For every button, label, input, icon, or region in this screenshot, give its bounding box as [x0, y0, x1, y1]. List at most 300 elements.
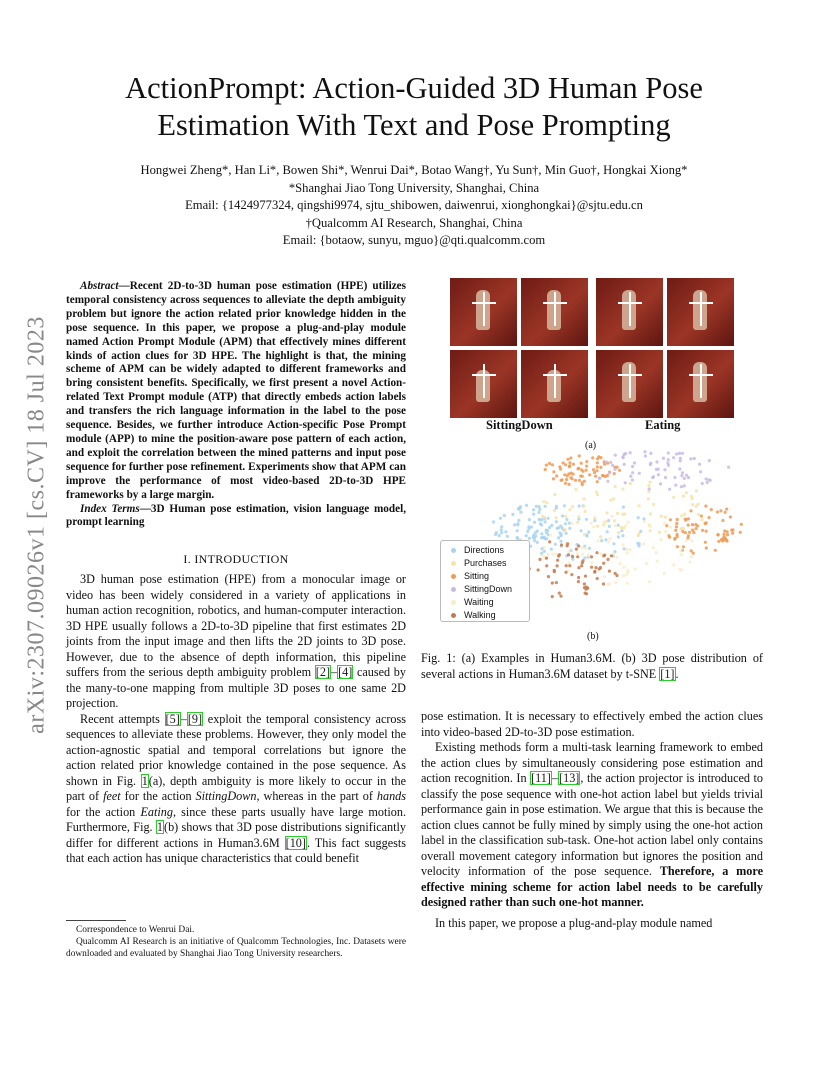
tsne-point [556, 564, 559, 567]
tsne-point [622, 574, 625, 577]
tsne-point [532, 508, 535, 511]
tsne-point [614, 454, 617, 457]
tsne-point [499, 517, 502, 520]
tsne-point [673, 538, 676, 541]
tsne-point [672, 496, 675, 499]
tsne-point [590, 555, 593, 558]
tsne-point [705, 530, 708, 533]
tsne-point [574, 488, 577, 491]
tsne-point [566, 542, 569, 545]
tsne-point [625, 551, 628, 554]
tsne-point [725, 539, 728, 542]
tsne-point [606, 474, 609, 477]
tsne-point [564, 571, 567, 574]
tsne-point [544, 468, 547, 471]
tsne-point [560, 543, 563, 546]
tsne-point [517, 519, 520, 522]
tsne-point [585, 592, 588, 595]
tsne-point [577, 467, 580, 470]
tsne-point [537, 568, 540, 571]
tsne-point [731, 532, 734, 535]
legend-item: Waiting [451, 597, 494, 607]
tsne-point [543, 550, 546, 553]
tsne-point [551, 595, 554, 598]
tsne-point [617, 524, 620, 527]
tsne-point [547, 553, 550, 556]
tsne-point [600, 552, 603, 555]
tsne-point [675, 452, 678, 455]
tsne-point [614, 572, 617, 575]
photo-sittingdown-1 [450, 278, 517, 346]
tsne-point [663, 572, 666, 575]
tsne-point [611, 464, 614, 467]
tsne-point [552, 470, 555, 473]
tsne-point [622, 543, 625, 546]
legend-item: Directions [451, 545, 504, 555]
tsne-point [696, 524, 699, 527]
tsne-point [716, 510, 719, 513]
tsne-point [567, 553, 570, 556]
tsne-point [556, 559, 559, 562]
tsne-point [596, 461, 599, 464]
tsne-point [517, 507, 520, 510]
tsne-point [624, 524, 627, 527]
tsne-point [608, 537, 611, 540]
tsne-point [540, 532, 543, 535]
tsne-point [600, 539, 603, 542]
tsne-point [618, 562, 621, 565]
tsne-point [622, 506, 625, 509]
tsne-point [617, 531, 620, 534]
tsne-point [649, 462, 652, 465]
tsne-point [541, 515, 544, 518]
tsne-point [664, 530, 667, 533]
tsne-point [643, 520, 646, 523]
tsne-point [544, 520, 547, 523]
tsne-point [585, 460, 588, 463]
tsne-point [584, 547, 587, 550]
tsne-point [583, 582, 586, 585]
tsne-point [701, 482, 704, 485]
tsne-point [672, 563, 675, 566]
tsne-point [682, 494, 685, 497]
tsne-point [676, 545, 679, 548]
tsne-point [545, 501, 548, 504]
tsne-point [687, 524, 690, 527]
tsne-point [708, 459, 711, 462]
tsne-point [648, 487, 651, 490]
tsne-point [659, 482, 662, 485]
tsne-point [576, 552, 579, 555]
intro-paragraph-2: Recent attempts [5]–[9] exploit the temporal consistency across sequences to alleviate these problems. However, they only model the action-agnostic spatial and temporal correlations but ignore the action related prior knowledge contained in the pose sequence. As shown in Fig. 1(a), depth ambiguity is more likely to occur in the part of feet for the action SittingDown, whereas in the part of hands for the action Eating, since these parts usually have large motion. Furthermore, Fig. 1(b) shows that 3D pose distributions significantly differ for different actions in Human3.6M [10]. This fact suggests that each action has unique characteristics that could benefit [66, 711, 406, 865]
tsne-point [656, 560, 659, 563]
figure-caption: Fig. 1: (a) Examples in Human3.6M. (b) 3D pose distribution of several actions in Human3.6M dataset by t-SNE [1]. [421, 651, 763, 681]
tsne-point [602, 523, 605, 526]
tsne-point [690, 539, 693, 542]
tsne-point [633, 461, 636, 464]
tsne-point [674, 529, 677, 532]
tsne-point [568, 461, 571, 464]
tsne-point [572, 463, 575, 466]
abstract-label: Abstract [80, 280, 119, 292]
tsne-point [642, 542, 645, 545]
tsne-point [613, 519, 616, 522]
tsne-point [567, 561, 570, 564]
tsne-point [628, 548, 631, 551]
photo-sittingdown-3 [450, 350, 517, 418]
tsne-point [545, 537, 548, 540]
tsne-point [685, 491, 688, 494]
tsne-point [532, 534, 535, 537]
tsne-point [551, 581, 554, 584]
tsne-point [602, 562, 605, 565]
tsne-point [625, 548, 628, 551]
citation-link[interactable]: [5] [165, 711, 180, 726]
tsne-point [595, 551, 598, 554]
tsne-point [577, 515, 580, 518]
tsne-point [596, 493, 599, 496]
tsne-point [596, 525, 599, 528]
tsne-point [658, 531, 661, 534]
tsne-point [625, 573, 628, 576]
tsne-point [605, 511, 608, 514]
tsne-point [581, 553, 584, 556]
tsne-point [614, 581, 617, 584]
tsne-point [584, 510, 587, 513]
tsne-point [562, 461, 565, 464]
tsne-point [566, 458, 569, 461]
tsne-point [565, 518, 568, 521]
tsne-point [678, 467, 681, 470]
tsne-point [629, 482, 632, 485]
tsne-point [724, 511, 727, 514]
author-block [60, 162, 768, 250]
tsne-point [513, 523, 516, 526]
tsne-point [594, 475, 597, 478]
tsne-point [690, 555, 693, 558]
footnote-correspondence: Correspondence to Wenrui Dai. [76, 925, 195, 935]
tsne-point [607, 540, 610, 543]
tsne-point [672, 456, 675, 459]
tsne-point [673, 476, 676, 479]
citation-link[interactable]: [2] [315, 665, 331, 679]
tsne-point [535, 505, 538, 508]
tsne-point [554, 553, 557, 556]
tsne-point [581, 559, 584, 562]
tsne-point [566, 474, 569, 477]
tsne-point [550, 524, 553, 527]
tsne-point [651, 476, 654, 479]
tsne-point [608, 525, 611, 528]
tsne-point [537, 511, 540, 514]
tsne-point [559, 595, 562, 598]
tsne-point [578, 479, 581, 482]
tsne-point [611, 515, 614, 518]
tsne-point [655, 468, 658, 471]
tsne-point [599, 535, 602, 538]
tsne-point [593, 571, 596, 574]
tsne-point [583, 480, 586, 483]
tsne-point [629, 475, 632, 478]
photo-eating-2 [667, 278, 734, 346]
tsne-point [663, 468, 666, 471]
tsne-point [567, 483, 570, 486]
right-paragraph-2: Existing methods form a multi-task learning framework to embed the action clues by simultaneously considering pose estimation and action recognition. In [11]–[13], the action projector is introduced to classify the pose sequence with one-hot action label but yields trivial performance gain in pose estimation. We argue that this is because the action clues cannot be fully mined by simply using the one-hot action label in the classification sub-task. One-hot action label only contains overall movement category information but ignores the position and velocity information of the pose sequence. Therefore, a more effective mining scheme for action label needs to be carefully designed rather than such one-hot manner. [421, 740, 763, 909]
tsne-point [725, 508, 728, 511]
tsne-point [681, 471, 684, 474]
tsne-point [710, 508, 713, 511]
tsne-point [688, 531, 691, 534]
tsne-point [540, 547, 543, 550]
tsne-point [626, 582, 629, 585]
tsne-point [634, 567, 637, 570]
tsne-point [680, 569, 683, 572]
tsne-point [664, 476, 667, 479]
tsne-point [585, 469, 588, 472]
tsne-point [620, 526, 623, 529]
tsne-point [659, 538, 662, 541]
tsne-point [511, 513, 514, 516]
tsne-point [568, 564, 571, 567]
tsne-point [500, 528, 503, 531]
tsne-point [571, 505, 574, 508]
tsne-point [583, 533, 586, 536]
tsne-point [565, 532, 568, 535]
legend-item: SittingDown [451, 584, 512, 594]
index-terms-body: —3D Human pose estimation, vision language model, prompt learning [66, 502, 406, 529]
tsne-point [551, 463, 554, 466]
tsne-point [519, 511, 522, 514]
tsne-point [649, 452, 652, 455]
tsne-point [612, 497, 615, 500]
tsne-point [569, 456, 572, 459]
legend-item: Purchases [451, 558, 507, 568]
tsne-point [680, 553, 683, 556]
tsne-point [664, 516, 667, 519]
tsne-point [548, 540, 551, 543]
tsne-point [699, 470, 702, 473]
tsne-point [686, 536, 689, 539]
tsne-point [687, 476, 690, 479]
tsne-point [576, 555, 579, 558]
tsne-point [668, 488, 671, 491]
tsne-point [580, 564, 583, 567]
tsne-point [695, 527, 698, 530]
tsne-point [538, 558, 541, 561]
tsne-point [674, 484, 677, 487]
tsne-point [693, 457, 696, 460]
photo-eating-3 [596, 350, 663, 418]
tsne-point [582, 505, 585, 508]
paper-title [60, 70, 768, 144]
tsne-point [638, 504, 641, 507]
tsne-point [525, 504, 528, 507]
tsne-point [525, 534, 528, 537]
tsne-point [669, 518, 672, 521]
tsne-point [553, 509, 556, 512]
tsne-point [615, 556, 618, 559]
tsne-point [587, 554, 590, 557]
arxiv-id: arXiv:2307.09026v1 [cs.CV] 18 Jul 2023 [23, 316, 50, 734]
tsne-point [617, 535, 620, 538]
footnote [66, 920, 406, 960]
citation-link[interactable]: [11] [531, 771, 551, 785]
tsne-point [680, 474, 683, 477]
tsne-point [695, 489, 698, 492]
tsne-point [679, 549, 682, 552]
tsne-point [652, 503, 655, 506]
tsne-point [583, 557, 586, 560]
tsne-point [680, 485, 683, 488]
tsne-point [565, 564, 568, 567]
tsne-point [643, 450, 646, 453]
tsne-point [592, 525, 595, 528]
affiliation-sjtu: *Shanghai Jiao Tong University, Shanghai, China [288, 180, 540, 195]
citation-link[interactable]: [9] [187, 711, 203, 726]
tsne-point [621, 513, 624, 516]
tsne-point [655, 460, 658, 463]
tsne-point [546, 529, 549, 532]
tsne-point [539, 522, 542, 525]
tsne-point [602, 582, 605, 585]
tsne-point [557, 536, 560, 539]
tsne-point [660, 515, 663, 518]
tsne-point [585, 586, 588, 589]
tsne-point [568, 464, 571, 467]
tsne-point [558, 592, 561, 595]
tsne-point [714, 549, 717, 552]
tsne-point [588, 547, 591, 550]
tsne-point [687, 517, 690, 520]
tsne-point [698, 463, 701, 466]
tsne-point [688, 561, 691, 564]
right-paragraph-3: In this paper, we propose a plug-and-play module named [435, 915, 713, 930]
citation-link[interactable]: [1] [660, 666, 675, 681]
footnote-qualcomm: Qualcomm AI Research is an initiative of Qualcomm Technologies, Inc. Datasets were downloaded and evaluated by Shanghai Jiao Tong University researchers. [66, 937, 406, 959]
tsne-point [594, 566, 597, 569]
affiliation-qualcomm: †Qualcomm AI Research, Shanghai, China [305, 215, 523, 230]
tsne-point [553, 493, 556, 496]
tsne-point [606, 530, 609, 533]
tsne-point [689, 509, 692, 512]
tsne-point [678, 452, 681, 455]
tsne-point [623, 463, 626, 466]
tsne-point [532, 513, 535, 516]
tsne-point [565, 478, 568, 481]
tsne-point [591, 456, 594, 459]
tsne-point [603, 575, 606, 578]
tsne-point [697, 503, 700, 506]
tsne-point [560, 533, 563, 536]
tsne-point [545, 564, 548, 567]
tsne-point [564, 482, 567, 485]
tsne-point [667, 464, 670, 467]
tsne-point [704, 504, 707, 507]
title-line-2: Estimation With Text and Pose Prompting [157, 108, 671, 142]
tsne-point [700, 514, 703, 517]
tsne-point [553, 569, 556, 572]
tsne-point [557, 554, 560, 557]
subfigure-b-label: (b) [587, 631, 599, 642]
tsne-point [549, 534, 552, 537]
tsne-point [682, 545, 685, 548]
tsne-point [599, 466, 602, 469]
tsne-point [684, 531, 687, 534]
figure-link[interactable]: 1 [141, 773, 148, 788]
tsne-point [533, 521, 536, 524]
photo-eating-4 [667, 350, 734, 418]
title-line-1: ActionPrompt: Action-Guided 3D Human Pose [125, 71, 703, 105]
tsne-point [613, 472, 616, 475]
citation-link[interactable]: [13] [559, 771, 580, 785]
tsne-point [647, 484, 650, 487]
tsne-point [602, 521, 605, 524]
tsne-point [697, 513, 700, 516]
tsne-point [596, 577, 599, 580]
arxiv-banner [22, 290, 52, 760]
tsne-point [577, 566, 580, 569]
figure-label-eating: Eating [645, 418, 681, 432]
tsne-point [644, 454, 647, 457]
tsne-point [528, 518, 531, 521]
bold-statement: Therefore, a more effective mining scheme for action label needs to be carefully designed rather than such one-hot manner. [421, 864, 763, 909]
tsne-point [585, 465, 588, 468]
tsne-point [637, 544, 640, 547]
tsne-point [624, 481, 627, 484]
right-column-text [421, 709, 763, 931]
tsne-point [555, 520, 558, 523]
tsne-point [649, 512, 652, 515]
citation-link[interactable]: [4] [338, 665, 353, 679]
tsne-point [570, 522, 573, 525]
tsne-point [648, 481, 651, 484]
tsne-point [675, 522, 678, 525]
tsne-point [607, 519, 610, 522]
tsne-point [681, 452, 684, 455]
tsne-point [707, 516, 710, 519]
subfigure-a-label: (a) [585, 440, 597, 451]
tsne-point [649, 529, 652, 532]
tsne-point [614, 468, 617, 471]
tsne-point [577, 580, 580, 583]
tsne-point [596, 465, 599, 468]
tsne-point [609, 461, 612, 464]
citation-link[interactable]: [10] [285, 835, 306, 850]
tsne-point [551, 553, 554, 556]
tsne-point [704, 541, 707, 544]
tsne-legend [440, 540, 530, 622]
tsne-point [690, 549, 693, 552]
tsne-point [538, 508, 541, 511]
figure-link[interactable]: 1 [156, 820, 164, 834]
tsne-point [596, 480, 599, 483]
tsne-point [620, 529, 623, 532]
tsne-point [563, 504, 566, 507]
tsne-point [495, 531, 498, 534]
tsne-point [576, 521, 579, 524]
intro-paragraph-1: 3D human pose estimation (HPE) from a monocular image or video has been widely considered in a variety of applications in human action recognition, robotics, and human-computer interaction. 3D HPE usually follows a 2D-to-3D pipeline that first estimates 2D joints from the input image and then lifts the 2D joints to 3D pose. However, due to the absence of depth information, this pipeline suffers from the serious depth ambiguity problem [2]–[4] caused by the many-to-one mapping from multiple 3D poses to one same 2D projection. [66, 572, 406, 710]
tsne-point [590, 561, 593, 564]
tsne-point [506, 535, 509, 538]
tsne-point [685, 539, 688, 542]
tsne-point [606, 558, 609, 561]
tsne-point [691, 503, 694, 506]
tsne-point [721, 538, 724, 541]
tsne-point [555, 516, 558, 519]
tsne-point [536, 541, 539, 544]
tsne-point [584, 575, 587, 578]
right-paragraph-1: pose estimation. It is necessary to effectively embed the action clues into video-based 2D-to-3D pose estimation. [421, 709, 763, 739]
